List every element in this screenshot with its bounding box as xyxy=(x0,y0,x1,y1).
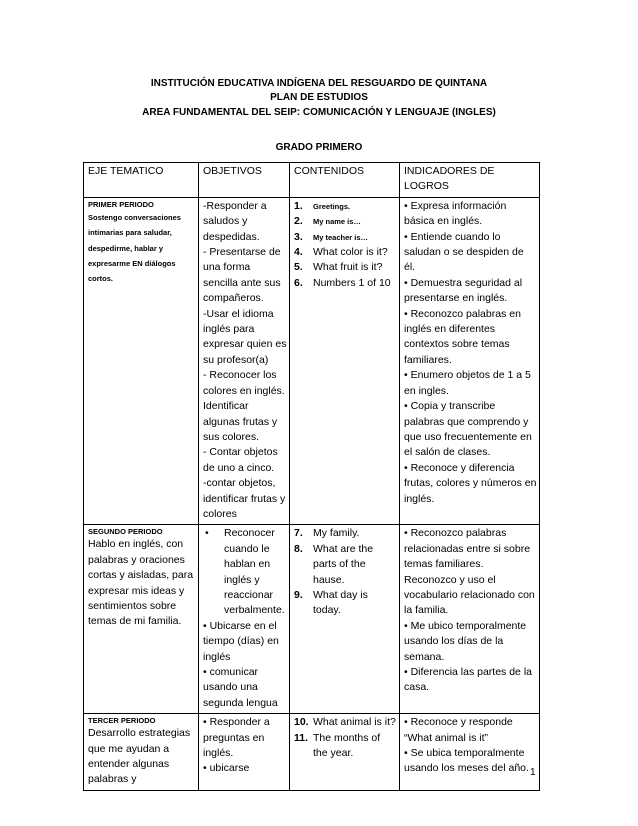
table-row xyxy=(84,525,540,714)
objetivos-cell xyxy=(199,197,290,525)
indicador-item: • Me ubico temporalmente usando los días de la semana. xyxy=(404,619,527,663)
list-item: 11. The months of the year. xyxy=(294,731,381,760)
indicador-item: • Reconozco palabras relacionadas entre si sobre temas familiares. xyxy=(404,527,531,571)
indicador-item: • Se ubica temporalmente usando los meses del año. xyxy=(404,747,529,775)
indicador-item: • Entiende cuando lo saludan o se despiden de él. xyxy=(404,230,524,274)
indicador-item: Reconozco y uso el vocabulario relacionado con la familia. xyxy=(404,573,535,617)
contenidos-cell xyxy=(290,525,400,714)
indicador-item: • Demuestra seguridad al presentarse en inglés. xyxy=(404,276,523,305)
plan-title: PLAN DE ESTUDIOS xyxy=(270,92,368,103)
list-item: 10. What animal is it? xyxy=(294,716,396,729)
column-header-contenidos: CONTENIDOS xyxy=(290,163,400,198)
objetivo-item: • Ubicarse en el tiempo (días) en inglés xyxy=(203,619,279,663)
page-number: 1 xyxy=(530,767,536,778)
contenidos-cell xyxy=(290,197,400,525)
list-item: 8. What are the parts of the hause. xyxy=(294,542,374,586)
indicadores-cell xyxy=(400,525,540,714)
column-header-objetivos: OBJETIVOS xyxy=(199,163,290,198)
eje-text: Sostengo conversaciones intimarias para saludar, despedirme, hablar y expresarme EN diálogos cortos. xyxy=(88,212,181,284)
eje-text: Desarrollo estrategias que me ayudan a entender algunas palabras y xyxy=(88,727,191,786)
indicador-item: • Reconozco palabras en inglés en diferentes contextos sobre temas familiares. xyxy=(404,307,521,366)
list-item: 5. What fruit is it? xyxy=(294,261,383,274)
area-title: AREA FUNDAMENTAL DEL SEIP: COMUNICACIÓN Y LENGUAJE (INGLES) xyxy=(142,107,496,118)
indicador-item: • Enumero objetos de 1 a 5 en ingles. xyxy=(404,369,531,397)
objetivo-item: - Contar objetos de uno a cinco. xyxy=(203,446,278,474)
indicador-item: • Expresa información básica en inglés. xyxy=(404,199,507,228)
institution-title: INSTITUCIÓN EDUCATIVA INDÍGENA DEL RESGUARDO DE QUINTANA xyxy=(150,78,488,89)
eje-text: Hablo en inglés, con palabras y oraciones cortas y aisladas, para expresar mis ideas y sentimientos sobre temas de mi familia. xyxy=(88,538,194,628)
objetivos-cell xyxy=(199,525,290,714)
list-item: 3. My teacher is… xyxy=(294,230,369,243)
objetivo-item: -Usar el idioma inglés para expresar quien es su profesor(a) xyxy=(203,307,287,366)
study-plan-table xyxy=(83,162,540,791)
period-label: PRIMER PERIODO xyxy=(88,199,154,209)
bullet-icon: • xyxy=(205,527,209,540)
eje-cell xyxy=(84,197,199,525)
list-item: 7. My family. xyxy=(294,527,360,540)
period-label: SEGUNDO PERIODO xyxy=(88,527,163,537)
eje-cell xyxy=(84,525,199,714)
indicador-item: • Reconoce y diferencia frutas, colores y números en inglés. xyxy=(404,461,537,505)
objetivo-item: • comunicar usando una segunda lengua xyxy=(203,666,278,709)
column-header-indicadores: INDICADORES DE LOGROS xyxy=(400,163,540,198)
list-item: 9. What day is today. xyxy=(294,588,368,617)
objetivo-item: • Responder a preguntas en inglés. xyxy=(203,716,270,760)
column-header-eje: EJE TEMATICO xyxy=(84,163,199,198)
indicador-item: • Reconoce y responde “What animal is it” xyxy=(404,716,513,744)
list-item: 1. Greetings. xyxy=(294,199,351,212)
list-item: 2. My name is… xyxy=(294,215,361,228)
period-label: TERCER PERIODO xyxy=(88,716,156,726)
indicadores-cell xyxy=(400,197,540,525)
table-row xyxy=(84,714,540,791)
table-header-row xyxy=(84,163,540,198)
indicadores-cell xyxy=(400,714,540,791)
list-item: • Reconocer cuando le hablan en inglés y reaccionar verbalmente. xyxy=(203,526,287,618)
table-row xyxy=(84,197,540,525)
objetivo-item: - Presentarse de una forma sencilla ante sus compañeros. xyxy=(203,246,281,305)
objetivo-item: -Responder a saludos y despedidas. xyxy=(203,199,267,243)
indicador-item: • Diferencia las partes de la casa. xyxy=(404,666,532,694)
list-item: 4. What color is it? xyxy=(294,246,388,259)
objetivo-item: -contar objetos, identificar frutas y colores xyxy=(203,477,286,520)
indicador-item: • Copia y transcribe palabras que comprendo y que uso frecuentemente en el salón de clases. xyxy=(404,400,532,459)
objetivos-cell xyxy=(199,714,290,791)
eje-cell xyxy=(84,714,199,791)
list-item: 6. Numbers 1 of 10 xyxy=(294,276,391,289)
grade-title: GRADO PRIMERO xyxy=(275,142,363,153)
objetivo-item: - Reconocer los colores en inglés. Identificar algunas frutas y sus colores. xyxy=(203,369,285,443)
contenidos-cell xyxy=(290,714,400,791)
objetivo-item: • ubicarse xyxy=(203,762,250,775)
